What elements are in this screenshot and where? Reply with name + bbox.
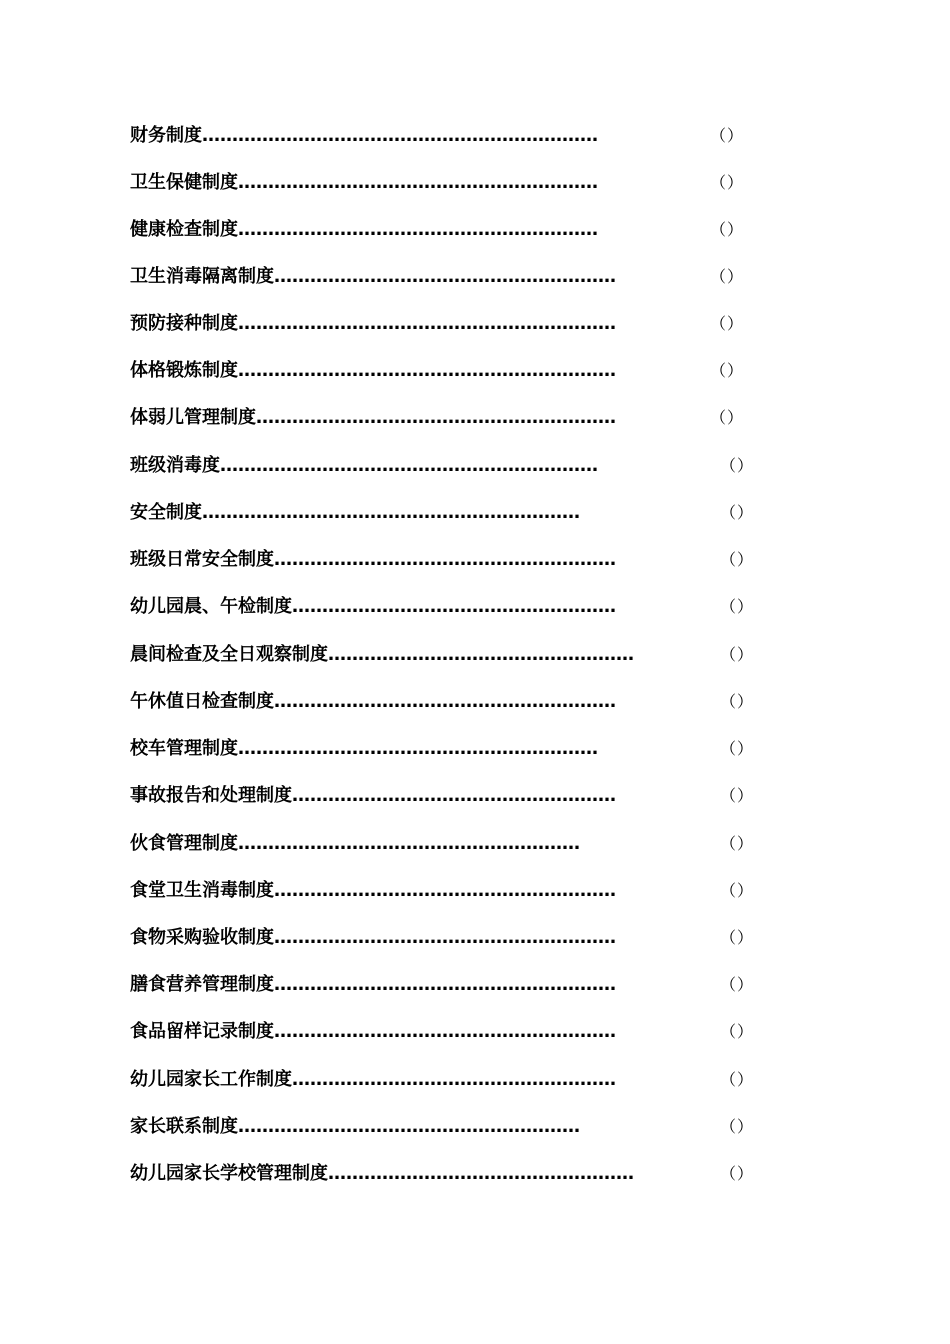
toc-entry	[130, 1159, 770, 1189]
toc-entry-label: 卫生消毒隔离制度	[130, 266, 274, 287]
toc-entry	[130, 687, 770, 717]
toc-leader-dots: …………………………………………………	[238, 1116, 580, 1137]
toc-leader-dots: ……………………………………………………	[238, 738, 598, 759]
toc-page-number: （）	[710, 408, 745, 427]
toc-page-number: （）	[710, 314, 745, 333]
toc-leader-dots: ………………………………………………………	[238, 313, 616, 334]
toc-leader-dots: …………………………………………………	[274, 549, 616, 570]
toc-entry	[130, 970, 770, 1000]
toc-leader-dots: ………………………………………………	[292, 596, 616, 617]
toc-page-number: （）	[720, 928, 755, 947]
toc-page-number: （）	[720, 1022, 755, 1041]
toc-entry	[130, 592, 770, 622]
toc-entry-title	[130, 829, 580, 859]
toc-entry-title	[130, 781, 616, 811]
toc-entry	[130, 1112, 770, 1142]
toc-leader-dots: ………………………………………………………	[202, 502, 580, 523]
toc-entry	[130, 215, 770, 245]
toc-leader-dots: …………………………………………………	[274, 266, 616, 287]
toc-entry-label: 食物采购验收制度	[130, 927, 274, 948]
toc-leader-dots: ……………………………………………………	[238, 172, 598, 193]
toc-entry-title	[130, 734, 598, 764]
toc-entry	[130, 121, 770, 151]
toc-page-number: （）	[720, 503, 755, 522]
toc-entry-title	[130, 262, 616, 292]
toc-page-number: （）	[710, 173, 745, 192]
toc-entry-label: 晨间检查及全日观察制度	[130, 644, 328, 665]
toc-entry-title	[130, 403, 616, 433]
toc-entry-label: 体格锻炼制度	[130, 360, 238, 381]
toc-entry-title	[130, 498, 580, 528]
toc-page-number: （）	[710, 220, 745, 239]
toc-entry-label: 幼儿园晨、午检制度	[130, 596, 292, 617]
toc-entry-label: 幼儿园家长工作制度	[130, 1069, 292, 1090]
toc-entry-title	[130, 970, 616, 1000]
toc-leader-dots: …………………………………………………	[274, 691, 616, 712]
toc-entry-label: 食堂卫生消毒制度	[130, 880, 274, 901]
toc-leader-dots: ……………………………………………	[328, 644, 634, 665]
toc-page-number: （）	[720, 645, 755, 664]
toc-leader-dots: ………………………………………………	[292, 785, 616, 806]
toc-entry	[130, 403, 770, 433]
toc-entry	[130, 168, 770, 198]
toc-entry-label: 卫生保健制度	[130, 172, 238, 193]
toc-entry	[130, 1065, 770, 1095]
toc-entry-label: 食品留样记录制度	[130, 1021, 274, 1042]
toc-entry-label: 膳食营养管理制度	[130, 974, 274, 995]
toc-leader-dots: …………………………………………………	[274, 974, 616, 995]
toc-entry-label: 事故报告和处理制度	[130, 785, 292, 806]
toc-entry-label: 健康检查制度	[130, 219, 238, 240]
toc-entry-title	[130, 592, 616, 622]
toc-entry-title	[130, 640, 634, 670]
toc-entry	[130, 876, 770, 906]
toc-page-number: （）	[720, 550, 755, 569]
toc-entry-title	[130, 215, 598, 245]
toc-page-number: （）	[720, 456, 755, 475]
toc-entry-title	[130, 309, 616, 339]
toc-entry	[130, 734, 770, 764]
toc-entry-label: 校车管理制度	[130, 738, 238, 759]
toc-leader-dots: …………………………………………………	[274, 927, 616, 948]
toc-entry-title	[130, 923, 616, 953]
toc-leader-dots: ………………………………………………	[292, 1069, 616, 1090]
toc-page-number: （）	[720, 692, 755, 711]
toc-entry	[130, 923, 770, 953]
toc-entry-label: 班级消毒度	[130, 455, 220, 476]
toc-page-number: （）	[720, 739, 755, 758]
toc-page-number: （）	[720, 881, 755, 900]
toc-entry-label: 伙食管理制度	[130, 833, 238, 854]
toc-page-number: （）	[710, 126, 745, 145]
toc-page-number: （）	[710, 267, 745, 286]
toc-leader-dots: …………………………………………………	[238, 833, 580, 854]
toc-page-number: （）	[720, 1164, 755, 1183]
toc-entry-title	[130, 545, 616, 575]
toc-page-number: （）	[720, 834, 755, 853]
toc-entry	[130, 451, 770, 481]
toc-leader-dots: ………………………………………………………	[238, 360, 616, 381]
toc-entry-title	[130, 121, 598, 151]
toc-entry	[130, 545, 770, 575]
toc-entry-label: 安全制度	[130, 502, 202, 523]
toc-entry	[130, 1017, 770, 1047]
toc-entry-title	[130, 687, 616, 717]
toc-entry	[130, 356, 770, 386]
toc-leader-dots: …………………………………………………	[274, 880, 616, 901]
toc-entry-label: 财务制度	[130, 125, 202, 146]
toc-entry	[130, 262, 770, 292]
toc-page-number: （）	[720, 1070, 755, 1089]
toc-entry-label: 预防接种制度	[130, 313, 238, 334]
toc-entry-title	[130, 451, 598, 481]
toc-entry	[130, 309, 770, 339]
toc-page-number: （）	[710, 361, 745, 380]
toc-entry-title	[130, 1017, 616, 1047]
toc-leader-dots: …………………………………………………………	[202, 125, 598, 146]
toc-entry-label: 午休值日检查制度	[130, 691, 274, 712]
toc-entry-title	[130, 1065, 616, 1095]
toc-page-number: （）	[720, 597, 755, 616]
toc-page-number: （）	[720, 786, 755, 805]
toc-entry-label: 幼儿园家长学校管理制度	[130, 1163, 328, 1184]
toc-page-number: （）	[720, 1117, 755, 1136]
toc-leader-dots: ……………………………………………	[328, 1163, 634, 1184]
toc-leader-dots: ………………………………………………………	[220, 455, 598, 476]
toc-entry-label: 家长联系制度	[130, 1116, 238, 1137]
toc-entry-title	[130, 168, 598, 198]
toc-entry-title	[130, 876, 616, 906]
toc-entry	[130, 640, 770, 670]
toc-leader-dots: …………………………………………………	[274, 1021, 616, 1042]
toc-entry-title	[130, 1159, 634, 1189]
toc-page-number: （）	[720, 975, 755, 994]
toc-leader-dots: ……………………………………………………	[238, 219, 598, 240]
toc-leader-dots: ……………………………………………………	[256, 407, 616, 428]
toc-entry	[130, 498, 770, 528]
toc-entry	[130, 829, 770, 859]
toc-entry-title	[130, 1112, 580, 1142]
toc-entry	[130, 781, 770, 811]
toc-entry-label: 体弱儿管理制度	[130, 407, 256, 428]
toc-entry-title	[130, 356, 616, 386]
toc-entry-label: 班级日常安全制度	[130, 549, 274, 570]
